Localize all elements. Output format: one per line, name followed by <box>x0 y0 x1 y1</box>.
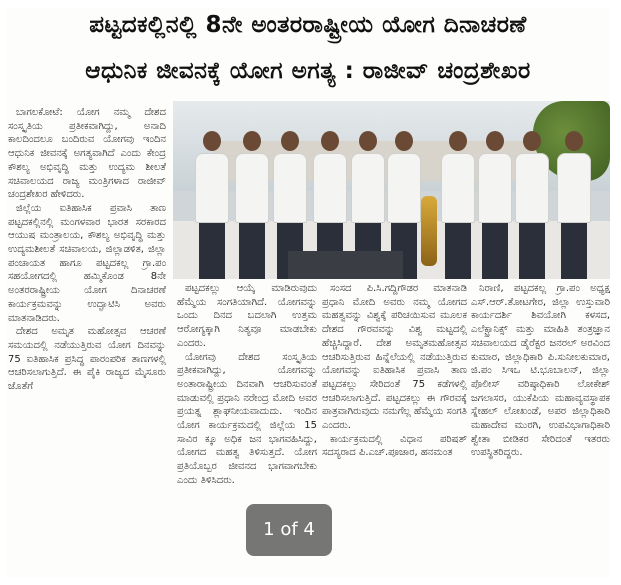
photo-person <box>195 131 229 279</box>
paragraph: ಸಂಸದ ಪಿ.ಸಿ.ಗದ್ದಿಗೌಡರ ಮಾತನಾಡಿ ಪ್ರಧಾನಿ ಮೋದಿ ಅವರು ನಮ್ಮ ಯೋಗದ ಮಹತ್ವವನ್ನು ವಿಶ್ವಕ್ಕೆ ಪರಿಚಯಿಸುವ ಮೂಲಕ ದೇಶದ ಗೌರವವನ್ನು ವಿಶ್ವ ಮಟ್ಟದಲ್ಲಿ ಹೆಚ್ಚಿಸಿದ್ದಾರೆ. ದೇಶ ಅಮೃತಮಹೋತ್ಸವ ಆಚರಿಸುತ್ತಿರುವ ಹಿನ್ನೆಲೆಯಲ್ಲಿ ನಡೆಯುತ್ತಿರುವ ಯೋಗವನ್ನು ಐತಿಹಾಸಿಕ ಪ್ರವಾಸಿ ತಾಣ ಪಟ್ಟದಕಲ್ಲು ಸೇರಿದಂತೆ 75 ಕಡೆಗಳಲ್ಲಿ ಆಚರಿಸಲಾಗುತ್ತಿದೆ. ಪಟ್ಟದಕಲ್ಲು ಈ ಗೌರವಕ್ಕೆ ಪಾತ್ರವಾಗಿರುವುದು ನಮಗೆಲ್ಲ ಹೆಮ್ಮೆಯ ಸಂಗತಿ ಎಂದರು. <box>322 283 467 432</box>
article-column-3 <box>322 282 467 577</box>
photo-person <box>235 131 269 279</box>
article-column-1 <box>8 106 166 576</box>
photo-ceremonial-lamp <box>421 196 437 266</box>
photo-person <box>478 131 512 279</box>
paragraph: ಯೋಗವು ದೇಶದ ಸಂಸ್ಕೃತಿಯ ಪ್ರತೀಕವಾಗಿದ್ದು, ಯೋಗವನ್ನು ಅಂತಾರಾಷ್ಟ್ರೀಯ ದಿನವಾಗಿ ಆಚರಿಸುವಂತೆ ಮಾಡುವಲ್ಲಿ ಪ್ರಧಾನಿ ನರೇಂದ್ರ ಮೋದಿ ಅವರ ಪ್ರಯತ್ನ ಶ್ಲಾಘನೀಯವಾದುದು. ಇಂದಿನ ಯೋಗ ಕಾರ್ಯಕ್ರಮದಲ್ಲಿ ಜಿಲ್ಲೆಯ 15 ಸಾವಿರ ಕ್ಕೂ ಅಧಿಕ ಜನ ಭಾಗವಹಿಸಿದ್ದು, ಯೋಗದ ಮಹತ್ವ ತಿಳಿಸುತ್ತದೆ. ಯೋಗ ಪ್ರತಿಯೊಬ್ಬರ ಜೀವನದ ಭಾಗವಾಗಬೇಕು ಎಂದು ತಿಳಿಸಿದರು. <box>177 351 317 486</box>
headline-line-2: ಆಧುನಿಕ ಜೀವನಕ್ಕೆ ಯೋಗ ಅಗತ್ಯ : ರಾಜೀವ್ ಚಂದ್ರಶೇಖರ <box>85 58 531 84</box>
newspaper-clipping <box>6 8 610 578</box>
paragraph: ಪಟ್ಟದಕಲ್ಲು ಆಯ್ಕೆ ಮಾಡಿರುವುದು ಹೆಮ್ಮೆಯ ಸಂಗತಿಯಾಗಿದೆ. ಯೋಗವನ್ನು ಒಂದು ದಿನದ ಬದಲಾಗಿ ಉತ್ತಮ ಆರೋಗ್ಯಕ್ಕಾಗಿ ನಿತ್ಯವೂ ಮಾಡಬೇಕು ಎಂದರು. <box>177 283 317 349</box>
paragraph: ನಿರಾಣಿ, ಪಟ್ಟದಕಲ್ಲ ಗ್ರಾ.ಪಂ ಅಧ್ಯಕ್ಷ ಎಸ್.ಆರ್.ತೋಟಗೇರ, ಜಿಲ್ಲಾ ಉಸ್ತುವಾರಿ ಕಾರ್ಯದರ್ಶಿ ಶಿವಯೋಗಿ ಕಳಸದ, ಎಲೆಕ್ಟ್ರಾನಿಕ್ಸ್ ಮತ್ತು ಮಾಹಿತಿ ತಂತ್ರಜ್ಞಾನ ಸಚಿವಾಲಯದ ಡೈರೆಕ್ಟರ ಜನರಲ್ ಅರವಿಂದ ಕುಮಾರ, ಜಿಲ್ಲಾಧಿಕಾರಿ ಪಿ.ಸುನೀಲಕುಮಾರ, ಜಿ.ಪಂ ಸಿಇಒ ಟಿ.ಭೂಬಾಲನ್, ಜಿಲ್ಲಾ ಪೊಲೀಸ್ ವರಿಷ್ಠಾಧಿಕಾರಿ ಲೋಕೇಶ್ ಜಗಲಾಸರ, ಯುಕೆಪಿಯ ಮಹಾವ್ಯವಸ್ಥಾಪಕ ಸ್ನೇಹಲ್ ಲೋಖಂಡೆ, ಅಪರ ಜಿಲ್ಲಾಧಿಕಾರಿ ಮಹಾದೇವ ಮುರಗಿ, ಉಪವಿಭಾಗಾಧಿಕಾರಿ ಶ್ವೇತಾ ಬೀಡಿಕರ ಸೇರಿದಂತೆ ಇತರರು ಉಪಸ್ಥಿತರಿದ್ದರು. <box>471 283 610 459</box>
paragraph: ಕಾರ್ಯಕ್ರಮದಲ್ಲಿ ವಿಧಾನ ಪರಿಷತ್ ಸದಸ್ಯರಾದ ಪಿ.ಎಚ್.ಪೂಜಾರ, ಹನಮಂತ <box>322 433 467 459</box>
page-indicator-badge[interactable]: 1 of 4 <box>246 504 332 556</box>
paragraph: ಜಿಲ್ಲೆಯ ಐತಿಹಾಸಿಕ ಪ್ರವಾಸಿ ತಾಣ ಪಟ್ಟದಕಲ್ಲಿನಲ್ಲಿ ಮಂಗಳವಾರ ಭಾರತ ಸರಕಾರದ ಆಯುಷ ಮಂತ್ರಾಲಯ, ಕೌಶಲ್ಯ ಅಭಿವೃದ್ಧಿ ಮತ್ತು ಉದ್ಯಮಶೀಲತೆ ಸಚಿವಾಲಯ, ಜಿಲ್ಲಾಡಳಿತ, ಜಿಲ್ಲಾ ಪಂಚಾಯತ ಹಾಗೂ ಪಟ್ಟದಕಲ್ಲ ಗ್ರಾ.ಪಂ ಸಹಯೋಗದಲ್ಲಿ ಹಮ್ಮಿಕೊಂಡ 8ನೇ ಅಂತರರಾಷ್ಟ್ರೀಯ ಯೋಗ ದಿನಾಚರಣೆ ಕಾರ್ಯಕ್ರಮವನ್ನು ಉದ್ಘಾಟಿಸಿ ಅವರು ಮಾತನಾಡಿದರು. <box>8 202 166 324</box>
headline-line-1: ಪಟ್ಟದಕಲ್ಲಿನಲ್ಲಿ 8ನೇ ಅಂತರರಾಷ್ಟ್ರೀಯ ಯೋಗ ದಿನಾಚರಣೆ <box>89 12 527 38</box>
article-column-4 <box>471 282 610 577</box>
photo-person <box>441 131 475 279</box>
paragraph: ದೇಶದ ಅಮೃತ ಮಹೋತ್ಸವ ಆಚರಣೆ ಸಮಯದಲ್ಲಿ ನಡೆಯುತ್ತಿರುವ ಯೋಗ ದಿನವನ್ನು 75 ಐತಿಹಾಸಿಕ ಪ್ರಸಿದ್ಧ ಪಾರಂಪರಿಕ ತಾಣಗಳಲ್ಲಿ ಆಚರಿಸಲಾಗುತ್ತಿದೆ. ಈ ಪೈಕಿ ರಾಜ್ಯದ ಮೈಸೂರು ಜೊತೆಗೆ <box>8 326 166 393</box>
photo-person <box>515 131 549 279</box>
photo-person <box>557 131 591 279</box>
paragraph: ಬಾಗಲಕೋಟೆ: ಯೋಗ ನಮ್ಮ ದೇಶದ ಸಂಸ್ಕೃತಿಯ ಪ್ರತೀಕವಾಗಿದ್ದು, ಅನಾದಿ ಕಾಲದಿಂದಲೂ ಬಂದಿರುವ ಯೋಗವು ಇಂದಿನ ಆಧುನಿಕ ಜೀವನಕ್ಕೆ ಅಗತ್ಯವಾಗಿದೆ ಎಂದು ಕೇಂದ್ರ ಕೌಶಲ್ಯ ಅಭಿವೃದ್ಧಿ ಮತ್ತು ಉದ್ಯಮ ಶೀಲತೆ ಸಚಿವಾಲಯದ ರಾಜ್ಯ ಮಂತ್ರಿಗಳಾದ ರಾಜೀವ್ ಚಂದ್ರಶೇಖರ ಹೇಳಿದರು. <box>8 107 166 201</box>
photo-stage-monitor <box>288 251 403 279</box>
event-photo <box>173 101 610 279</box>
